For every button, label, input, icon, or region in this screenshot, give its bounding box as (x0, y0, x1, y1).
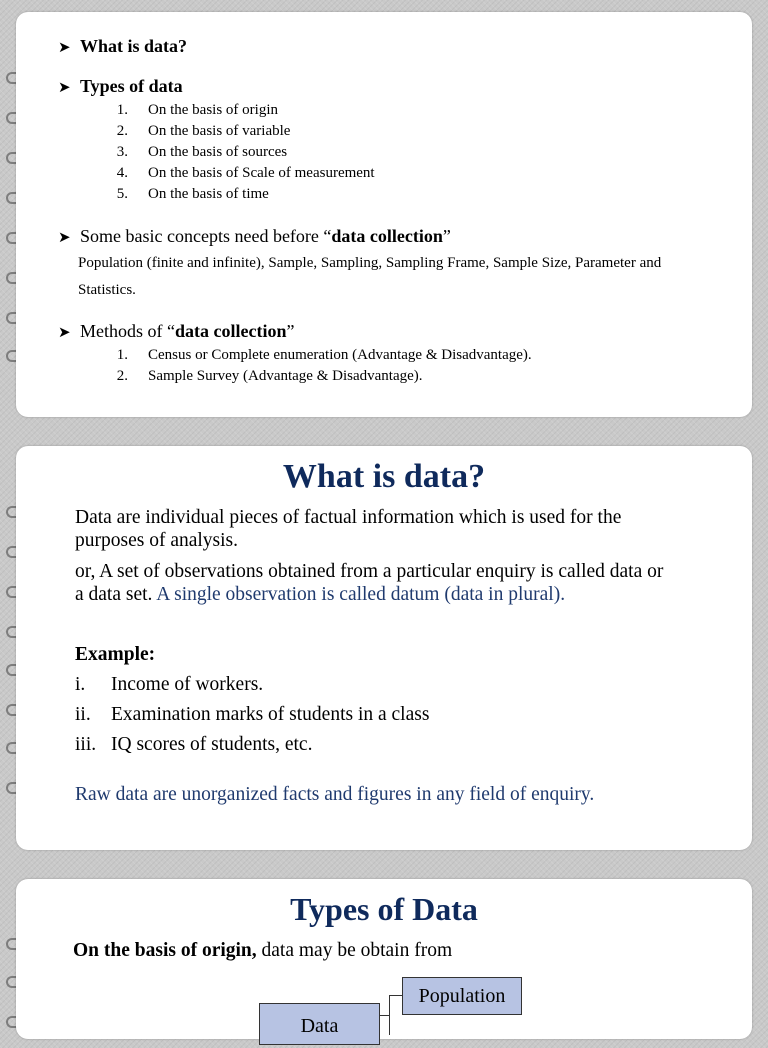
origin-text: On the basis of origin, data may be obtain from (73, 940, 453, 961)
arrow-bullet-icon: ➤ (58, 323, 71, 341)
list-item: 5. On the basis of time (116, 186, 269, 202)
population-box: Population (402, 977, 522, 1015)
list-item: i. Income of workers. (75, 674, 264, 695)
bullet-basic-concepts: ➤ Some basic concepts need before “data collection” (58, 226, 451, 246)
slide-title: What is data? (282, 458, 486, 495)
definition-line2: purposes of analysis. (75, 530, 239, 551)
slide-what-is-data (16, 446, 752, 850)
connector-line (389, 995, 402, 996)
concepts-text-line2: Statistics. (78, 282, 136, 298)
definition2-line1: or, A set of observations obtained from a particular enquiry is called data or (75, 561, 664, 582)
list-item: 3. On the basis of sources (116, 144, 288, 160)
raw-data-note: Raw data are unorganized facts and figures in any field of enquiry. (75, 784, 595, 805)
concepts-text-line1: Population (finite and infinite), Sample, Sampling, Sampling Frame, Sample Size, Parameter and (78, 255, 662, 271)
arrow-bullet-icon: ➤ (58, 38, 71, 56)
arrow-bullet-icon: ➤ (58, 228, 71, 246)
list-item: 1. On the basis of origin (116, 102, 278, 118)
list-item: iii. IQ scores of students, etc. (75, 734, 313, 755)
bullet-what-is-data: ➤ What is data? (58, 36, 188, 56)
slide-types-of-data (16, 879, 752, 1039)
bullet-types-of-data: ➤ Types of data (58, 76, 183, 96)
list-item: ii. Examination marks of students in a class (75, 704, 430, 725)
list-item: 2. Sample Survey (Advantage & Disadvantage). (116, 368, 423, 384)
data-box: Data (259, 1003, 380, 1045)
slide-outline (16, 12, 752, 417)
list-item: 4. On the basis of Scale of measurement (116, 165, 375, 181)
list-item: 2. On the basis of variable (116, 123, 291, 139)
example-label: Example: (75, 644, 156, 665)
bullet-methods: ➤ Methods of “data collection” (58, 321, 295, 341)
definition-line1: Data are individual pieces of factual information which is used for the (75, 507, 622, 528)
definition2-line2: a data set. A single observation is called datum (data in plural). (75, 584, 566, 605)
slide-title: Types of Data (290, 891, 478, 927)
list-item: 1. Census or Complete enumeration (Advantage & Disadvantage). (116, 347, 532, 363)
arrow-bullet-icon: ➤ (58, 78, 71, 96)
